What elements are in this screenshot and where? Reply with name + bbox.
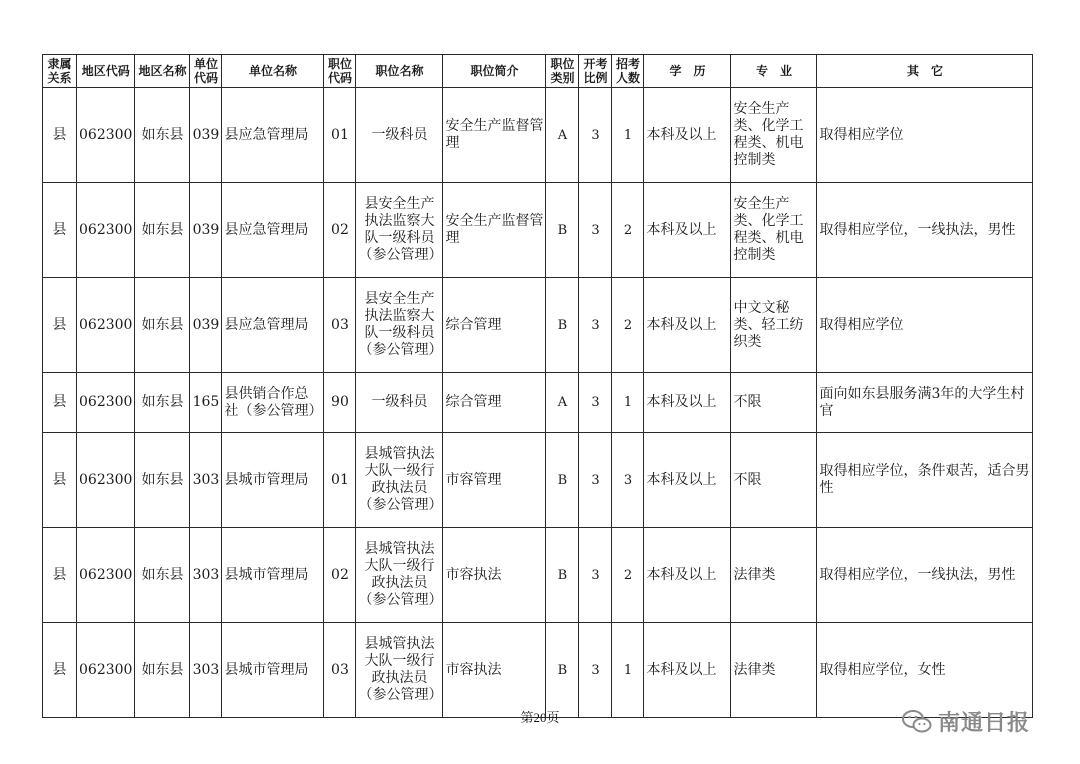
cell-count: 2 (612, 183, 644, 278)
cell-position-name: 县城管执法大队一级行政执法员（参公管理） (356, 528, 443, 623)
cell-unit-name: 县城市管理局 (222, 433, 324, 528)
table-row (43, 528, 1033, 623)
cell-education: 本科及以上 (644, 528, 731, 623)
cell-relation: 县 (43, 373, 77, 433)
cell-region-code: 062300 (77, 373, 135, 433)
cell-count: 2 (612, 528, 644, 623)
cell-region-code: 062300 (77, 278, 135, 373)
cell-other: 取得相应学位 (817, 88, 1033, 183)
wechat-icon (902, 709, 932, 735)
cell-position-name: 县安全生产执法监察大队一级科员（参公管理） (356, 278, 443, 373)
cell-unit-name: 县供销合作总社（参公管理） (222, 373, 324, 433)
cell-unit-name: 县应急管理局 (222, 88, 324, 183)
header-region-name: 地区名称 (135, 55, 190, 88)
watermark (902, 706, 1030, 737)
cell-relation: 县 (43, 183, 77, 278)
cell-other: 面向如东县服务满3年的大学生村官 (817, 373, 1033, 433)
cell-position-desc: 综合管理 (443, 373, 546, 433)
header-major: 专 业 (731, 55, 817, 88)
cell-other: 取得相应学位 (817, 278, 1033, 373)
header-row (43, 55, 1033, 88)
cell-ratio: 3 (579, 88, 612, 183)
cell-region-name: 如东县 (135, 183, 190, 278)
cell-ratio: 3 (579, 433, 612, 528)
cell-count: 1 (612, 623, 644, 718)
page-number: 第20页 (520, 710, 560, 725)
cell-position-name: 县安全生产执法监察大队一级科员（参公管理） (356, 183, 443, 278)
cell-ratio: 3 (579, 278, 612, 373)
cell-region-code: 062300 (77, 623, 135, 718)
cell-region-name: 如东县 (135, 278, 190, 373)
cell-other: 取得相应学位，一线执法，男性 (817, 528, 1033, 623)
cell-region-code: 062300 (77, 88, 135, 183)
cell-relation: 县 (43, 623, 77, 718)
cell-education: 本科及以上 (644, 623, 731, 718)
cell-region-code: 062300 (77, 433, 135, 528)
cell-position-desc: 安全生产监督管理 (443, 183, 546, 278)
cell-education: 本科及以上 (644, 88, 731, 183)
cell-position-code: 01 (324, 433, 356, 528)
cell-unit-code: 303 (190, 433, 222, 528)
cell-major: 法律类 (731, 528, 817, 623)
header-other: 其 它 (817, 55, 1033, 88)
cell-category: B (546, 528, 579, 623)
cell-region-name: 如东县 (135, 88, 190, 183)
cell-unit-code: 303 (190, 623, 222, 718)
table-row (43, 433, 1033, 528)
cell-major: 法律类 (731, 623, 817, 718)
cell-education: 本科及以上 (644, 433, 731, 528)
cell-education: 本科及以上 (644, 278, 731, 373)
header-relation: 隶属关系 (43, 55, 77, 88)
cell-unit-code: 039 (190, 183, 222, 278)
cell-position-desc: 综合管理 (443, 278, 546, 373)
cell-education: 本科及以上 (644, 183, 731, 278)
cell-unit-code: 303 (190, 528, 222, 623)
cell-other: 取得相应学位，女性 (817, 623, 1033, 718)
cell-other: 取得相应学位，条件艰苦，适合男性 (817, 433, 1033, 528)
table-row (43, 623, 1033, 718)
cell-ratio: 3 (579, 623, 612, 718)
cell-category: A (546, 88, 579, 183)
cell-position-code: 02 (324, 528, 356, 623)
header-education: 学 历 (644, 55, 731, 88)
cell-relation: 县 (43, 278, 77, 373)
cell-count: 3 (612, 433, 644, 528)
cell-major: 中文文秘类、轻工纺织类 (731, 278, 817, 373)
cell-major: 安全生产类、化学工程类、机电控制类 (731, 88, 817, 183)
table-row (43, 373, 1033, 433)
cell-count: 1 (612, 373, 644, 433)
table-row (43, 88, 1033, 183)
cell-count: 2 (612, 278, 644, 373)
cell-ratio: 3 (579, 373, 612, 433)
cell-position-name: 一级科员 (356, 88, 443, 183)
watermark-text: 南通日报 (938, 711, 1031, 736)
cell-region-name: 如东县 (135, 528, 190, 623)
cell-other: 取得相应学位，一线执法，男性 (817, 183, 1033, 278)
cell-major: 安全生产类、化学工程类、机电控制类 (731, 183, 817, 278)
header-count: 招考人数 (612, 55, 644, 88)
table-row (43, 278, 1033, 373)
cell-unit-code: 039 (190, 278, 222, 373)
header-region-code: 地区代码 (77, 55, 135, 88)
cell-position-name: 一级科员 (356, 373, 443, 433)
cell-category: B (546, 278, 579, 373)
cell-position-code: 03 (324, 623, 356, 718)
cell-region-name: 如东县 (135, 623, 190, 718)
table-row (43, 183, 1033, 278)
header-position-name: 职位名称 (356, 55, 443, 88)
header-unit-code: 单位代码 (190, 55, 222, 88)
cell-unit-name: 县城市管理局 (222, 623, 324, 718)
cell-position-name: 县城管执法大队一级行政执法员（参公管理） (356, 623, 443, 718)
cell-category: B (546, 623, 579, 718)
cell-region-name: 如东县 (135, 433, 190, 528)
recruitment-table (42, 54, 1033, 718)
cell-unit-name: 县应急管理局 (222, 183, 324, 278)
header-position-desc: 职位简介 (443, 55, 546, 88)
cell-region-code: 062300 (77, 528, 135, 623)
cell-category: A (546, 373, 579, 433)
cell-position-desc: 市容执法 (443, 528, 546, 623)
cell-unit-code: 165 (190, 373, 222, 433)
header-category: 职位类别 (546, 55, 579, 88)
cell-region-code: 062300 (77, 183, 135, 278)
header-unit-name: 单位名称 (222, 55, 324, 88)
header-position-code: 职位代码 (324, 55, 356, 88)
cell-unit-name: 县应急管理局 (222, 278, 324, 373)
cell-education: 本科及以上 (644, 373, 731, 433)
cell-position-code: 03 (324, 278, 356, 373)
cell-relation: 县 (43, 88, 77, 183)
cell-region-name: 如东县 (135, 373, 190, 433)
cell-major: 不限 (731, 373, 817, 433)
cell-position-desc: 安全生产监督管理 (443, 88, 546, 183)
cell-position-code: 01 (324, 88, 356, 183)
cell-position-code: 90 (324, 373, 356, 433)
cell-relation: 县 (43, 433, 77, 528)
cell-position-desc: 市容管理 (443, 433, 546, 528)
header-ratio: 开考比例 (579, 55, 612, 88)
cell-category: B (546, 433, 579, 528)
cell-position-name: 县城管执法大队一级行政执法员（参公管理） (356, 433, 443, 528)
cell-count: 1 (612, 88, 644, 183)
cell-position-desc: 市容执法 (443, 623, 546, 718)
cell-ratio: 3 (579, 183, 612, 278)
cell-category: B (546, 183, 579, 278)
cell-unit-code: 039 (190, 88, 222, 183)
cell-position-code: 02 (324, 183, 356, 278)
cell-major: 不限 (731, 433, 817, 528)
cell-unit-name: 县城市管理局 (222, 528, 324, 623)
cell-relation: 县 (43, 528, 77, 623)
cell-ratio: 3 (579, 528, 612, 623)
